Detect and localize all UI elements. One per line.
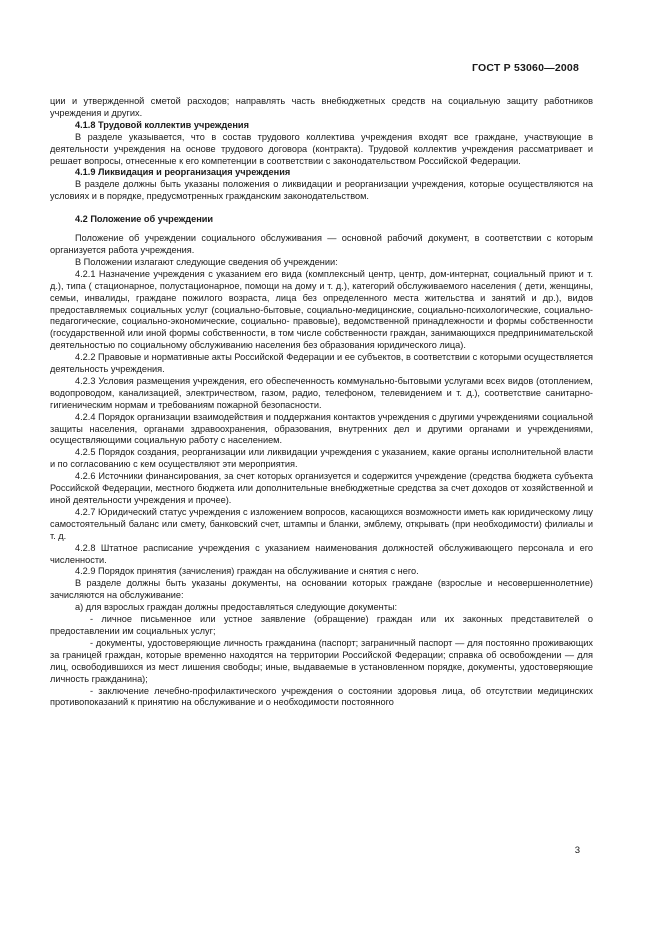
heading-4-1-8: 4.1.8 Трудовой коллектив учреждения bbox=[75, 119, 249, 130]
paragraph: Положение об учреждении социального обслуживания — основной рабочий документ, в соответствии с которым организуется работа учреждения. bbox=[50, 233, 593, 255]
list-item-a: а) для взрослых граждан должны предоставляться следующие документы: bbox=[75, 602, 398, 613]
paragraph: В разделе должны быть указаны документы, на основании которых граждане (взрослые и несовершеннолетние) зачисляются на обслуживание: bbox=[50, 578, 593, 601]
item-4-2-3: 4.2.3 Условия размещения учреждения, его обеспеченность коммунально-бытовыми услугами всех видов (отоплением, водопроводом, канализацией, электричеством, газом, радио, телефоном, телевидением и т. д.), соответствие санитарно-гигиеническим нормам и требованиям пожарной безопасности. bbox=[50, 375, 593, 410]
list-dash-item: - заключение лечебно-профилактического учреждения о состоянии здоровья лица, об отсутствии медицинских противопоказаний к принятию на обслуживание и о необходимости постоянного bbox=[50, 685, 593, 708]
item-4-2-5: 4.2.5 Порядок создания, реорганизации или ликвидации учреждения с указанием, какие органы исполнительной власти и по согласованию с кем осуществляют эти мероприятия. bbox=[50, 447, 593, 470]
page-number: 3 bbox=[574, 845, 580, 856]
standard-code: ГОСТ Р 53060—2008 bbox=[471, 62, 579, 74]
paragraph: В разделе указывается, что в состав трудового коллектива учреждения входят все граждане, участвующие в деятельности учреждения на основе трудового договора (контракта). Трудовой коллектив учреждения рассматривает и решает вопросы, отнесенные к его компетенции в соответствии с законодательством Российской Федерации. bbox=[50, 131, 593, 166]
document-body bbox=[50, 96, 593, 709]
item-4-2-1: 4.2.1 Назначение учреждения с указанием его вида (комплексный центр, центр, дом-интернат, социальный приют и т. д.), типа ( стационарное, полустационарное, помощи на дому и т. д.), категорий обслуживаемого населения ( дети, женщины, семьи, инвалиды, граждане пожилого возраста, лица без определенного места жительства и занятий и др.), видов предоставляемых социальных услуг (социально-бытовые, социально-медицинские, социально-психологические, социально-педагогические, социально-экономические, социально- правовые), ведомственной принадлежности и формы собственности (государственной или иной формы собственности, в том числе собственности граждан, занимающихся предпринимательской деятельностью по социальному обслуживанию населения без образования юридического лица). bbox=[50, 268, 593, 351]
paragraph: В разделе должны быть указаны положения о ликвидации и реорганизации учреждения, которые осуществляются на условиях и в порядке, предусмотренных гражданским законодательством. bbox=[50, 179, 593, 202]
item-4-2-2: 4.2.2 Правовые и нормативные акты Российской Федерации и ее субъектов, в соответствии с которыми осуществляется деятельность учреждения. bbox=[50, 352, 593, 375]
list-dash-item: - документы, удостоверяющие личность гражданина (паспорт; заграничный паспорт — для постоянно проживающих за границей граждан, которые временно находятся на территории Российской Федерации; справка об освобождении — для лиц, освободившихся из мест лишения свободы; иные, выдаваемые в установленном порядке, документы, удостоверяющие личность гражданина); bbox=[50, 637, 593, 684]
paragraph: В Положении излагают следующие сведения об учреждении: bbox=[75, 256, 338, 267]
item-4-2-8: 4.2.8 Штатное расписание учреждения с указанием наименования должностей обслуживающего персонала и его численности. bbox=[50, 542, 593, 565]
item-4-2-7: 4.2.7 Юридический статус учреждения с изложением вопросов, касающихся возможности иметь как юридическому лицу самостоятельный баланс или смету, банковский счет, штампы и бланки, эмблему, открывать (при необходимости) филиалы и т. д. bbox=[50, 506, 593, 541]
heading-4-2: 4.2 Положение об учреждении bbox=[75, 214, 214, 225]
list-dash-item: - личное письменное или устное заявление (обращение) граждан или их законных представителей о предоставлении им социальных услуг; bbox=[50, 614, 593, 636]
item-4-2-6: 4.2.6 Источники финансирования, за счет которых организуется и содержится учреждение (средства бюджета субъекта Российской Федерации, местного бюджета или дополнительные внебюджетные средства за счет доходов от хозяйственной и иной деятельности учреждения и прочее). bbox=[50, 471, 593, 505]
item-4-2-4: 4.2.4 Порядок организации взаимодействия и поддержания контактов учреждения с другими учреждениями социальной защиты населения, органами здравоохранения, образования, внутренних дел и другими органами и учреждениями, осуществляющими социальную работу с населением. bbox=[50, 411, 593, 446]
heading-4-1-9: 4.1.9 Ликвидация и реорганизация учреждения bbox=[75, 167, 291, 178]
item-4-2-9: 4.2.9 Порядок принятия (зачисления) граждан на обслуживание и снятия с него. bbox=[75, 566, 419, 577]
paragraph-continuation: ции и утвержденной сметой расходов; направлять часть внебюджетных средств на социальную защиту работников учреждения и других. bbox=[50, 96, 593, 118]
